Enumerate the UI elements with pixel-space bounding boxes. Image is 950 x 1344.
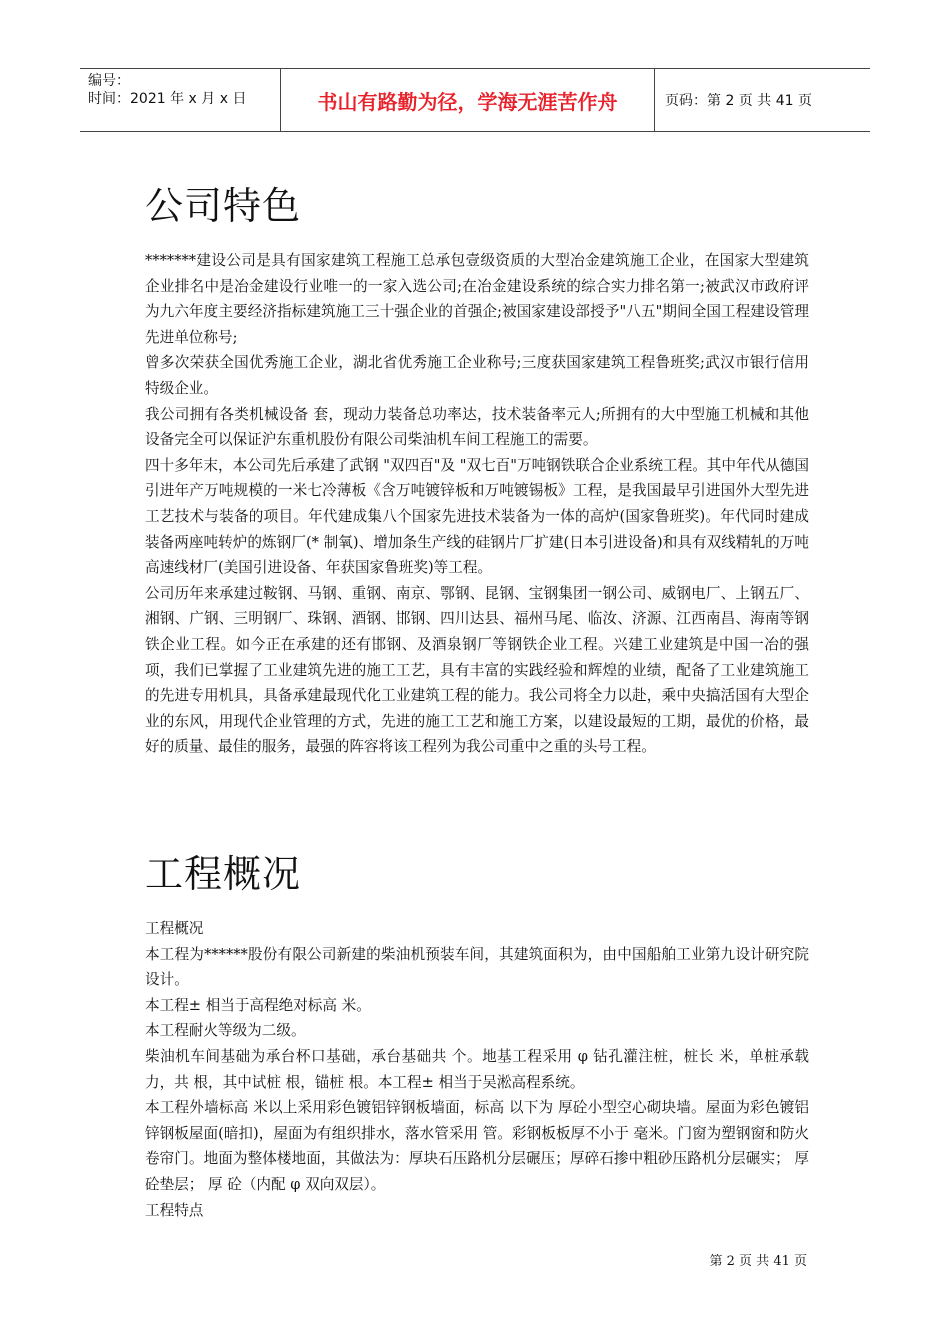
body-paragraph: 柴油机车间基础为承台杯口基础，承台基础共 个。地基工程采用 φ 钻孔灌注桩，桩长 米，单桩承载力，共 根，其中试桩 根，锚桩 根。本工程± 相当于吴淞高程系统。	[145, 1047, 809, 1091]
section-title-company-features: 公司特色	[145, 184, 302, 228]
body-paragraph: 我公司拥有各类机械设备 套，现动力装备总功率达，技术装备率元人;所拥有的大中型施工机械和其他设备完全可以保证沪东重机股份有限公司柴油机车间工程施工的需要。	[145, 405, 809, 449]
body-paragraph: 本工程耐火等级为二级。	[145, 1022, 306, 1040]
body-paragraph: 公司历年来承建过鞍钢、马钢、重钢、南京、鄂钢、昆钢、宝钢集团一钢公司、威钢电厂、上钢五厂、湘钢、广钢、三明钢厂、珠钢、酒钢、邯钢、四川达县、福州马尾、临汝、济源、江西南昌、海南等钢铁企业工程。如今正在承建的还有邯钢、及酒泉钢厂等钢铁企业工程。兴建工业建筑是中国一冶的强项，我们已掌握了工业建筑先进的施工工艺，具有丰富的实践经验和辉煌的业绩，配备了工业建筑施工的先进专用机具，具备承建最现代化工业建筑工程的能力。我公司将全力以赴，乘中央搞活国有大型企业的东风，用现代企业管理的方式，先进的施工工艺和施工方案，以建设最短的工期，最优的价格，最好的质量、最佳的服务，最强的阵容将该工程列为我公司重中之重的头号工程。	[145, 584, 809, 756]
header-motto: 书山有路勤为径，学海无涯苦作舟	[317, 89, 618, 114]
header-page-code: 页码：第 2 页 共 41 页	[665, 93, 812, 109]
header-time-label: 时间：2021 年 x 月 x 日	[88, 91, 247, 107]
body-paragraph: 本工程± 相当于高程绝对标高 米。	[145, 996, 371, 1014]
header-motto-cell	[281, 69, 655, 131]
section-title-project-overview: 工程概况	[145, 852, 302, 896]
body-paragraph: 本工程为******股份有限公司新建的柴油机预装车间，其建筑面积为，由中国船舶工业第九设计研究院设计。	[145, 945, 809, 989]
header-number-label: 编号：	[88, 73, 130, 89]
header-meta-cell	[80, 69, 281, 131]
project-overview-body	[145, 916, 809, 1223]
page-footer: 第 2 页 共 41 页	[709, 1254, 807, 1269]
body-paragraph: 工程特点	[145, 1201, 204, 1219]
body-paragraph: 曾多次荣获全国优秀施工企业，湖北省优秀施工企业称号;三度获国家建筑工程鲁班奖;武汉市银行信用特级企业。	[145, 354, 809, 397]
company-features-body	[145, 248, 809, 760]
header-table	[80, 68, 870, 132]
body-paragraph: 本工程外墙标高 米以上采用彩色镀铝锌钢板墙面，标高 以下为 厚砼小型空心砌块墙。屋面为彩色镀铝锌钢板屋面(暗扣)，屋面为有组织排水，落水管采用 管。彩钢板板厚不小于 毫米。门窗为塑钢窗和防火卷帘门。地面为整体楼地面，其做法为：厚块石压路机分层碾压；厚碎石掺中粗砂压路机分层碾实； 厚 砼垫层； 厚 砼（内配 φ 双向双层）。	[145, 1099, 809, 1193]
body-paragraph: 四十多年末，本公司先后承建了武钢 "双四百"及 "双七百"万吨钢铁联合企业系统工程。其中年代从德国引进年产万吨规模的一米七冷薄板《含万吨镀锌板和万吨镀锡板》工程，是我国最早引进国外大型先进工艺技术与装备的项目。年代建成集八个国家先进技术装备为一体的高炉(国家鲁班奖)。年代同时建成装备两座吨转炉的炼钢厂(* 制氧)、增加条生产线的硅钢片厂扩建(日本引进设备)和具有双线精轧的万吨高速线材厂(美国引进设备、年获国家鲁班奖)等工程。	[145, 456, 809, 577]
header-page-cell	[655, 69, 870, 131]
body-paragraph: 工程概况	[145, 920, 204, 937]
body-paragraph: *******建设公司是具有国家建筑工程施工总承包壹级资质的大型冶金建筑施工企业，在国家大型建筑企业排名中是冶金建设行业唯一的一家入选公司;在冶金建设系统的综合实力排名第一;被武汉市政府评为九六年度主要经济指标建筑施工三十强企业的首强企;被国家建设部授予"八五"期间全国工程建设管理先进单位称号;	[145, 252, 809, 346]
